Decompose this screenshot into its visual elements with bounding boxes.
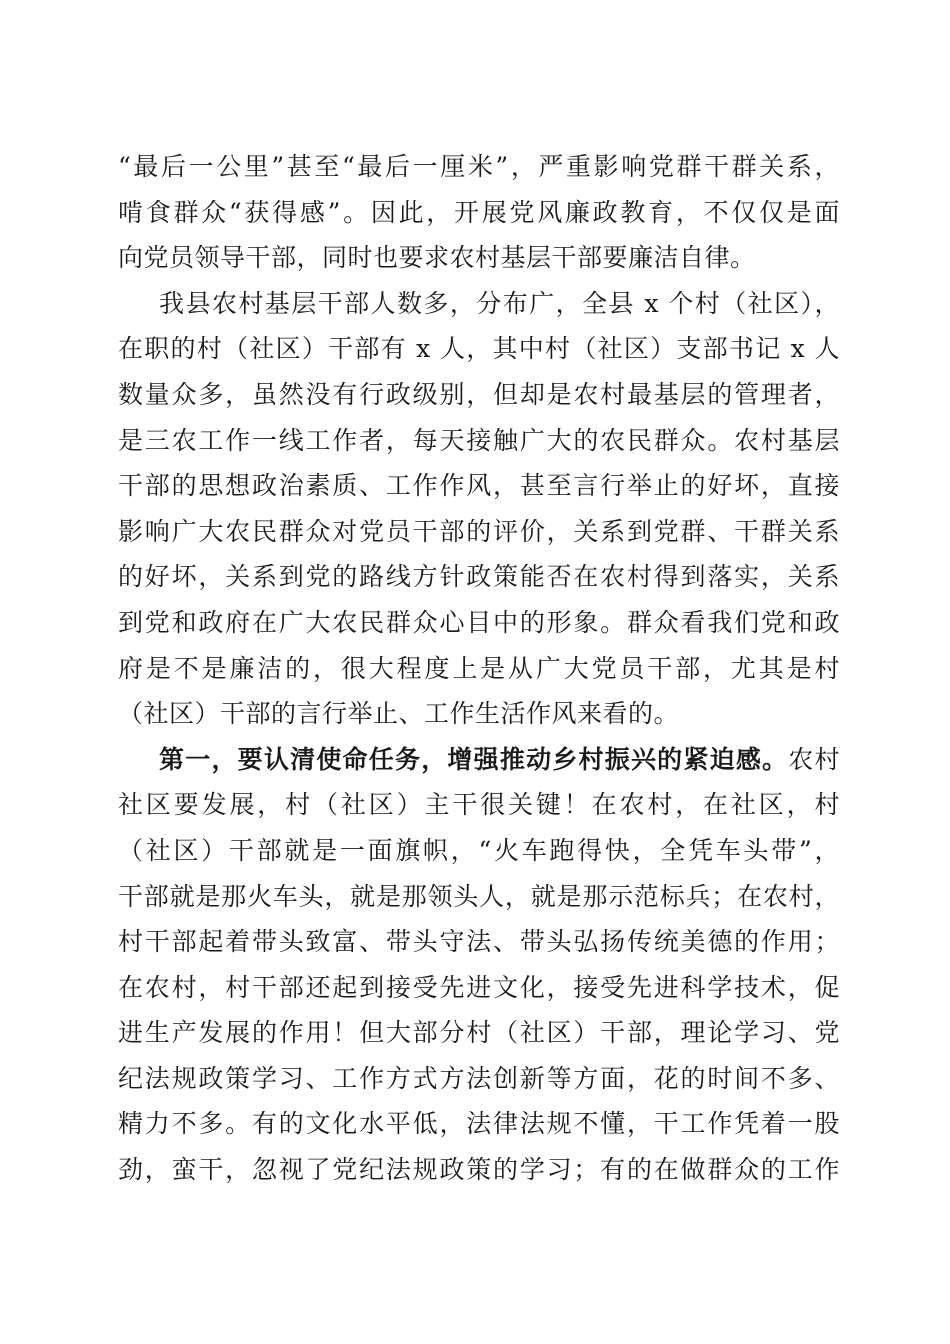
text-line: 劲，蛮干，忽视了党纪法规政策的学习；有的在做群众的工作 bbox=[118, 1155, 840, 1185]
text-line: 府是不是廉洁的，很大程度上是从广大党员干部，尤其是村 bbox=[118, 653, 840, 683]
text-line: 影响广大农民群众对党员干部的评价，关系到党群、干群关系 bbox=[118, 516, 840, 546]
text-line: 在农村，村干部还起到接受先进文化，接受先进科学技术，促 bbox=[118, 972, 840, 1002]
text-line: （社区）干部的言行举止、工作生活作风来看的。 bbox=[118, 699, 680, 729]
text-line: “最后一公里”甚至“最后一厘米”，严重影响党群干群关系， bbox=[118, 152, 840, 181]
heading-line-rest: 农村 bbox=[788, 744, 840, 774]
text-line: 干部的思想政治素质、工作作风，甚至言行举止的好坏，直接 bbox=[118, 471, 840, 501]
text-line: 在职的村（社区）干部有 x 人，其中村（社区）支部书记 x 人 bbox=[118, 334, 840, 364]
text-line: 数量众多，虽然没有行政级别，但却是农村最基层的管理者， bbox=[118, 379, 840, 409]
text-line: 到党和政府在广大农民群众心目中的形象。群众看我们党和政 bbox=[118, 607, 840, 637]
text-line: 精力不多。有的文化水平低，法律法规不懂，干工作凭着一股 bbox=[118, 1109, 840, 1139]
text-line: 向党员领导干部，同时也要求农村基层干部要廉洁自律。 bbox=[118, 243, 756, 273]
paragraph-2 bbox=[118, 281, 840, 737]
body-text bbox=[118, 144, 840, 1193]
paragraph-1 bbox=[118, 144, 840, 281]
text-line: 干部就是那火车头，就是那领头人，就是那示范标兵；在农村， bbox=[118, 881, 840, 911]
text-line: （社区）干部就是一面旗帜，“火车跑得快，全凭车头带”， bbox=[118, 835, 840, 865]
section-heading: 第一，要认清使命任务，增强推动乡村振兴的紧迫感。 bbox=[159, 744, 789, 774]
text-line: 纪法规政策学习、工作方式方法创新等方面，花的时间不多、 bbox=[118, 1063, 840, 1093]
text-line: 村干部起着带头致富、带头守法、带头弘扬传统美德的作用； bbox=[118, 927, 840, 957]
text-line: 我县农村基层干部人数多，分布广，全县 x 个村（社区）， bbox=[159, 288, 840, 318]
text-line bbox=[118, 737, 840, 783]
paragraph-3 bbox=[118, 737, 840, 1193]
text-line: 社区要发展，村（社区）主干很关键！在农村，在社区，村 bbox=[118, 790, 840, 820]
text-line: 的好坏，关系到党的路线方针政策能否在农村得到落实，关系 bbox=[118, 562, 840, 592]
text-line: 啃食群众“获得感”。因此，开展党风廉政教育，不仅仅是面 bbox=[118, 197, 840, 227]
text-line: 是三农工作一线工作者，每天接触广大的农民群众。农村基层 bbox=[118, 425, 840, 455]
text-line: 进生产发展的作用！但大部分村（社区）干部，理论学习、党 bbox=[118, 1018, 840, 1048]
